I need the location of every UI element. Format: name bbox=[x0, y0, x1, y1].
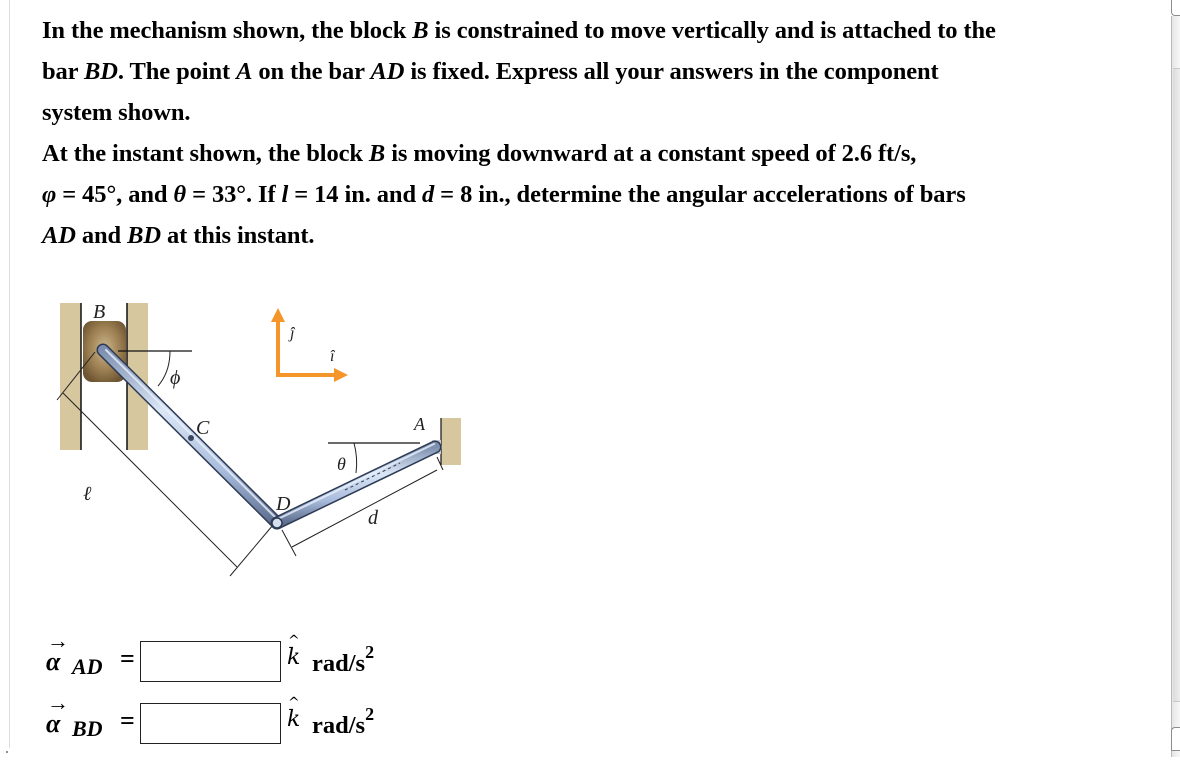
label-i-hat: î bbox=[330, 348, 335, 365]
k-hat-unit-vector: ^ k bbox=[287, 695, 301, 732]
scroll-track[interactable] bbox=[1171, 16, 1180, 757]
var-B: B bbox=[412, 17, 429, 44]
problem-line-2: bar BD. The point A on the bar AD is fixed. Express all your answers in the component bbox=[42, 58, 939, 85]
label-l: ℓ bbox=[83, 483, 92, 505]
alpha-AD-input[interactable] bbox=[140, 641, 281, 682]
i-axis-arrow-icon bbox=[334, 368, 348, 382]
label-theta: θ bbox=[337, 454, 346, 474]
answer-row-alpha-AD bbox=[40, 628, 440, 678]
scroll-up-button[interactable] bbox=[1171, 0, 1180, 16]
alpha-BD-label: → α BD bbox=[46, 690, 103, 741]
vector-arrow-icon: → bbox=[47, 690, 69, 715]
label-j-hat: ĵ bbox=[290, 325, 295, 342]
scroll-down-button[interactable] bbox=[1171, 727, 1180, 751]
j-axis-arrow-icon bbox=[271, 308, 285, 322]
coordinate-axes bbox=[271, 308, 348, 382]
unit-label: rad/$s^2$ bbox=[312, 642, 375, 678]
alpha-BD-input[interactable] bbox=[140, 703, 281, 744]
equals-sign: = bbox=[120, 644, 135, 673]
mechanism-figure bbox=[0, 280, 520, 600]
alpha-AD-label: → α AD bbox=[46, 628, 103, 679]
problem-line-6: AD and BD at this instant. bbox=[42, 222, 315, 249]
label-C: C bbox=[196, 417, 210, 439]
label-phi: ϕ bbox=[170, 367, 181, 389]
scroll-thumb[interactable] bbox=[1173, 68, 1180, 702]
label-B: B bbox=[93, 301, 106, 323]
left-marker bbox=[6, 751, 8, 753]
wall-A bbox=[441, 418, 461, 465]
equals-sign: = bbox=[120, 706, 135, 735]
problem-line-5: φ = 45°, and θ = 33°. If l = 14 in. and d = 8 in., determine the angular accelerations of bars bbox=[42, 181, 966, 208]
problem-line-1: In the mechanism shown, the block B is constrained to move vertically and is attached to the bbox=[42, 17, 996, 44]
mechanism-diagram bbox=[0, 280, 520, 600]
problem-line-3: system shown. bbox=[42, 99, 191, 126]
label-D: D bbox=[276, 493, 291, 515]
label-d: d bbox=[368, 507, 378, 529]
answer-row-alpha-BD bbox=[40, 690, 440, 740]
problem-line-4: At the instant shown, the block B is moving downward at a constant speed of 2.6 ft/s, bbox=[42, 140, 917, 167]
vector-arrow-icon: → bbox=[47, 628, 69, 653]
bar-AD bbox=[272, 444, 435, 528]
problem-statement bbox=[42, 10, 1162, 256]
dimension-l bbox=[57, 352, 273, 576]
label-A: A bbox=[414, 414, 425, 434]
vertical-scrollbar[interactable] bbox=[1171, 0, 1180, 774]
unit-label: rad/$s^2$ bbox=[312, 704, 375, 740]
k-hat-unit-vector: ^ k bbox=[287, 633, 301, 670]
